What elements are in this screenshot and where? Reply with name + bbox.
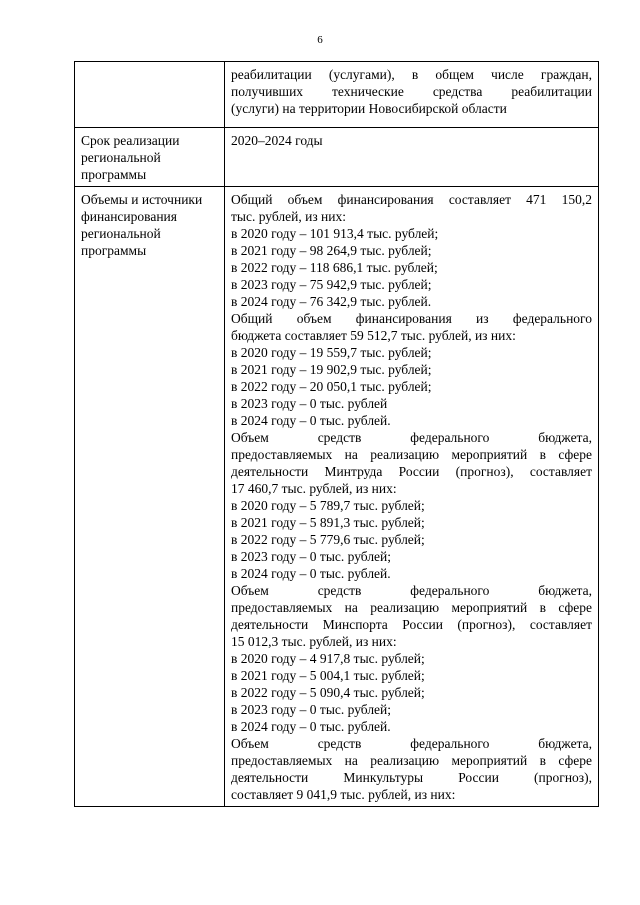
value-line: в 2023 году – 75 942,9 тыс. рублей; bbox=[231, 277, 432, 292]
value-line: Объем средств федерального бюджета, bbox=[231, 736, 592, 751]
value-line: в 2023 году – 0 тыс. рублей; bbox=[231, 702, 392, 717]
value-line: Объем средств федерального бюджета, bbox=[231, 430, 592, 445]
row-value-cell bbox=[225, 128, 599, 187]
value-line: тыс. рублей, из них: bbox=[231, 209, 346, 224]
value-line: в 2024 году – 0 тыс. рублей. bbox=[231, 566, 391, 581]
value-line: в 2023 году – 0 тыс. рублей; bbox=[231, 549, 392, 564]
value-line: в 2024 году – 76 342,9 тыс. рублей. bbox=[231, 294, 432, 309]
value-line: Объем средств федерального бюджета, bbox=[231, 583, 592, 598]
value-line: Общий объем финансирования из федерального bbox=[231, 311, 592, 326]
value-line: реабилитации (услугами), в общем числе граждан, bbox=[231, 67, 592, 82]
value-line: деятельности Минспорта России (прогноз), составляет bbox=[231, 617, 592, 632]
value-line: 15 012,3 тыс. рублей, из них: bbox=[231, 634, 397, 649]
table-row-financing bbox=[75, 187, 599, 807]
value-line: бюджета составляет 59 512,7 тыс. рублей, из них: bbox=[231, 328, 516, 343]
program-passport-table bbox=[74, 61, 599, 807]
row-label-cell: Объемы и источники финансирования региональной программы bbox=[75, 187, 225, 807]
value-line: в 2020 году – 101 913,4 тыс. рублей; bbox=[231, 226, 439, 241]
value-line: в 2021 году – 98 264,9 тыс. рублей; bbox=[231, 243, 432, 258]
value-line: в 2020 году – 4 917,8 тыс. рублей; bbox=[231, 651, 425, 666]
value-line: в 2021 году – 19 902,9 тыс. рублей; bbox=[231, 362, 432, 377]
value-line: получивших технические средства реабилитации bbox=[231, 84, 592, 99]
value-line: деятельности Минтруда России (прогноз), составляет bbox=[231, 464, 592, 479]
value-line: деятельности Минкультуры России (прогноз), bbox=[231, 770, 592, 785]
value-line: в 2022 году – 118 686,1 тыс. рублей; bbox=[231, 260, 438, 275]
value-line: в 2023 году – 0 тыс. рублей bbox=[231, 396, 388, 411]
value-line: Общий объем финансирования составляет 471 150,2 bbox=[231, 192, 592, 207]
value-line: в 2021 году – 5 891,3 тыс. рублей; bbox=[231, 515, 425, 530]
value-line: в 2022 году – 5 090,4 тыс. рублей; bbox=[231, 685, 425, 700]
value-line: предоставляемых на реализацию мероприятий в сфере bbox=[231, 600, 592, 615]
value-line: предоставляемых на реализацию мероприятий в сфере bbox=[231, 447, 592, 462]
value-line: в 2020 году – 5 789,7 тыс. рублей; bbox=[231, 498, 425, 513]
value-line: 2020–2024 годы bbox=[231, 133, 323, 148]
table-row-continuation bbox=[75, 62, 599, 128]
page-number: 6 bbox=[317, 34, 323, 46]
value-line: составляет 9 041,9 тыс. рублей, из них: bbox=[231, 787, 456, 802]
value-line: 17 460,7 тыс. рублей, из них: bbox=[231, 481, 397, 496]
value-line: в 2020 году – 19 559,7 тыс. рублей; bbox=[231, 345, 432, 360]
value-line: в 2021 году – 5 004,1 тыс. рублей; bbox=[231, 668, 425, 683]
row-value-cell bbox=[225, 62, 599, 128]
value-line: (услуги) на территории Новосибирской области bbox=[231, 101, 507, 116]
row-label-cell bbox=[75, 62, 225, 128]
value-line: предоставляемых на реализацию мероприятий в сфере bbox=[231, 753, 592, 768]
value-line: в 2022 году – 5 779,6 тыс. рублей; bbox=[231, 532, 425, 547]
value-line: в 2024 году – 0 тыс. рублей. bbox=[231, 413, 391, 428]
row-label-cell: Срок реализации региональной программы bbox=[75, 128, 225, 187]
row-value-cell bbox=[225, 187, 599, 807]
table-row-period bbox=[75, 128, 599, 187]
value-line: в 2024 году – 0 тыс. рублей. bbox=[231, 719, 391, 734]
value-line: в 2022 году – 20 050,1 тыс. рублей; bbox=[231, 379, 432, 394]
